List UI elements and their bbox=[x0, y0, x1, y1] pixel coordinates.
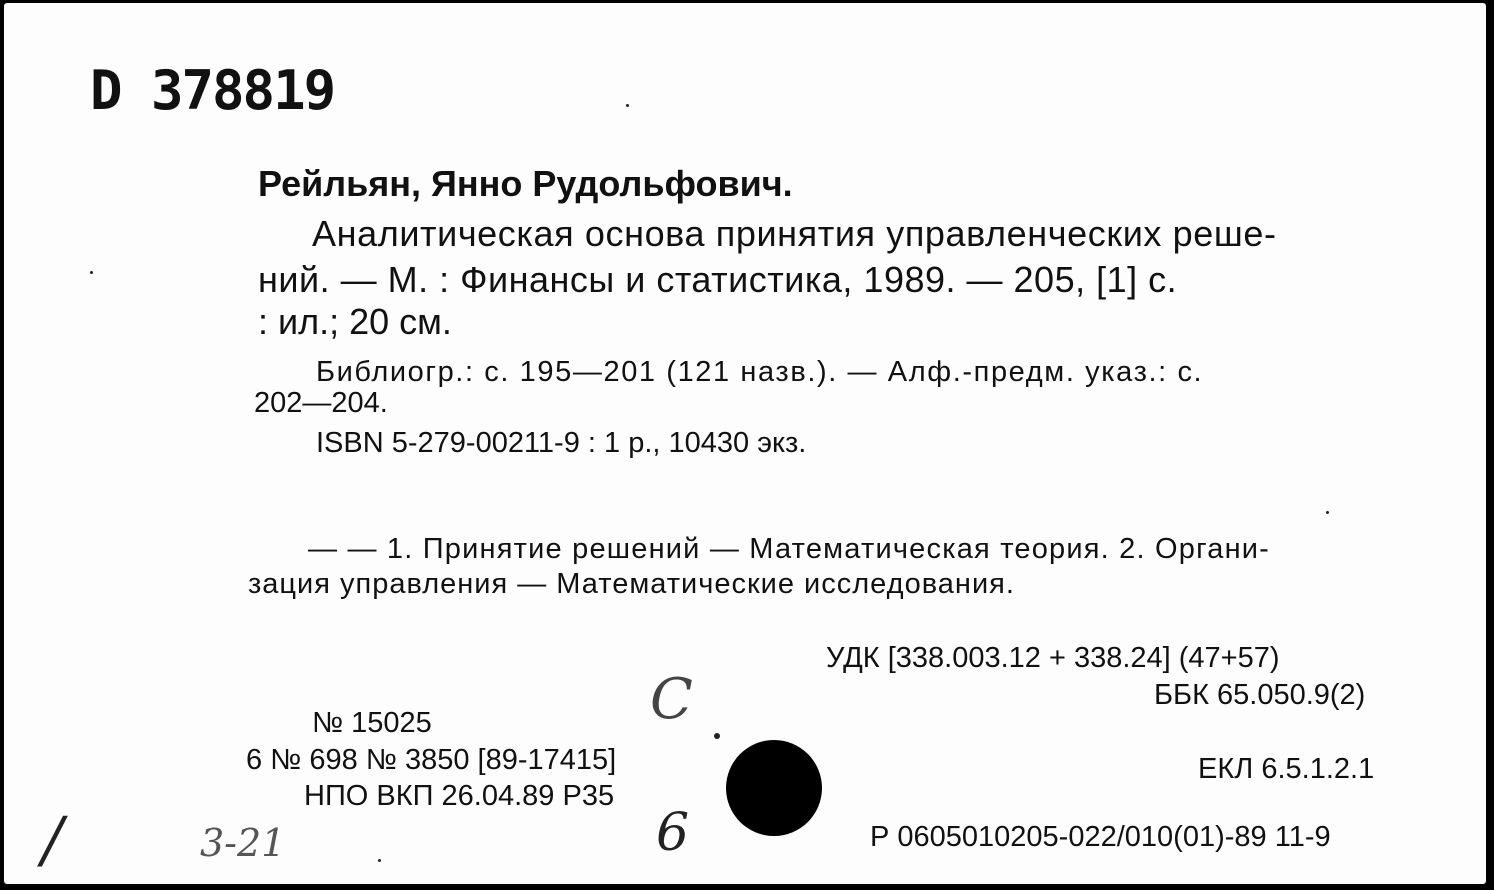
p-code: Р 0605010205-022/010(01)-89 11-9 bbox=[870, 821, 1331, 853]
card-paper bbox=[4, 3, 1486, 884]
bbk-code: ББК 65.050.9(2) bbox=[1154, 679, 1366, 711]
notes-line-2: 202—204. bbox=[254, 387, 388, 419]
record-number: № 15025 bbox=[312, 707, 432, 739]
notes-line-1: Библиогр.: с. 195—201 (121 назв.). — Алф.-предм. указ.: с. bbox=[316, 356, 1204, 388]
author-heading: Рейльян, Янно Рудольфович. bbox=[258, 163, 793, 204]
speck bbox=[626, 104, 629, 107]
speck bbox=[714, 733, 720, 739]
speck bbox=[90, 271, 93, 274]
order-numbers: 6 № 698 № 3850 [89-17415] bbox=[246, 744, 617, 776]
handwritten-six: 6 bbox=[656, 803, 690, 863]
handwritten-bottom-mark: 3-21 bbox=[200, 821, 286, 865]
punch-hole bbox=[726, 740, 822, 836]
title-line-3: : ил.; 20 см. bbox=[258, 301, 452, 342]
handwritten-left-mark: / bbox=[42, 803, 63, 876]
udk-code: УДК [338.003.12 + 338.24] (47+57) bbox=[826, 642, 1280, 674]
publisher-code: НПО ВКП 26.04.89 Р35 bbox=[304, 780, 615, 812]
isbn-line: ISBN 5-279-00211-9 : 1 р., 10430 экз. bbox=[316, 427, 807, 459]
handwritten-c: С bbox=[650, 667, 693, 732]
call-number: D 378819 bbox=[90, 59, 335, 122]
title-line-1: Аналитическая основа принятия управленческих реше- bbox=[312, 213, 1277, 254]
subject-line-1: — — 1. Принятие решений — Математическая теория. 2. Органи- bbox=[308, 533, 1271, 565]
ekl-code: ЕКЛ 6.5.1.2.1 bbox=[1198, 753, 1375, 785]
speck bbox=[378, 859, 381, 862]
subject-line-2: зация управления — Математические исследования. bbox=[248, 568, 1015, 600]
title-line-2: ний. — М. : Финансы и статистика, 1989. — 205, [1] с. bbox=[258, 259, 1178, 300]
speck bbox=[1326, 511, 1329, 514]
